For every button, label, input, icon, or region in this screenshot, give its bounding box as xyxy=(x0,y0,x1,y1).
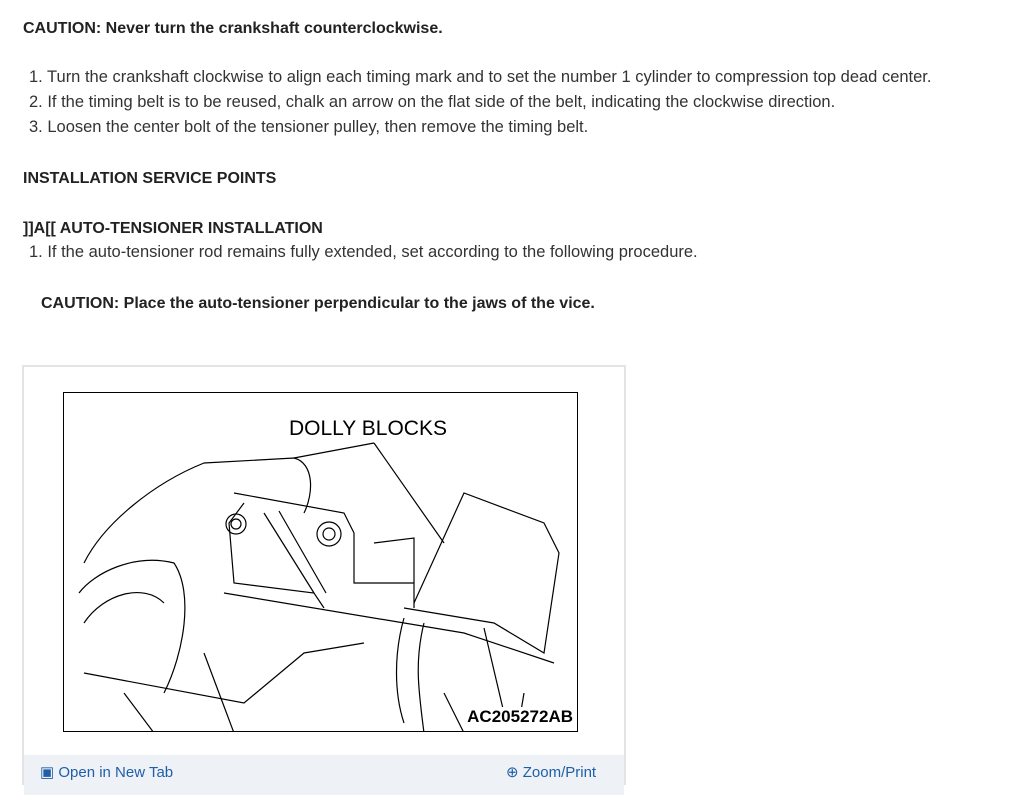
sub-heading: ]]A[[ AUTO-TENSIONER INSTALLATION xyxy=(23,220,323,237)
open-icon: ▣ xyxy=(40,764,59,781)
zoom-icon: ⊕ xyxy=(506,764,523,781)
figure-code: AC205272AB xyxy=(467,707,573,726)
figure-container xyxy=(22,365,626,785)
caution-vice: CAUTION: Place the auto-tensioner perpendicular to the jaws of the vice. xyxy=(41,295,595,312)
zoom-print-link[interactable]: ⊕ Zoom/Print xyxy=(506,764,597,781)
sub-step-1: 1. If the auto-tensioner rod remains fully extended, set according to the following procedure. xyxy=(29,243,698,261)
figure-toolbar xyxy=(24,755,624,795)
auto-tensioner-vice-drawing xyxy=(64,393,578,732)
caution-warning: CAUTION: Never turn the crankshaft counterclockwise. xyxy=(23,20,443,37)
dolly-blocks-label: DOLLY BLOCKS xyxy=(289,417,447,440)
step-1: 1. Turn the crankshaft clockwise to align each timing mark and to set the number 1 cylinder to compression top dead center. xyxy=(29,68,932,86)
open-in-new-tab-link[interactable]: ▣ Open in New Tab xyxy=(40,764,174,781)
figure-illustration xyxy=(63,392,578,732)
step-3: 3. Loosen the center bolt of the tensioner pulley, then remove the timing belt. xyxy=(29,118,589,136)
section-heading: INSTALLATION SERVICE POINTS xyxy=(23,170,277,187)
step-2: 2. If the timing belt is to be reused, chalk an arrow on the flat side of the belt, indicating the clockwise direction. xyxy=(29,93,836,111)
